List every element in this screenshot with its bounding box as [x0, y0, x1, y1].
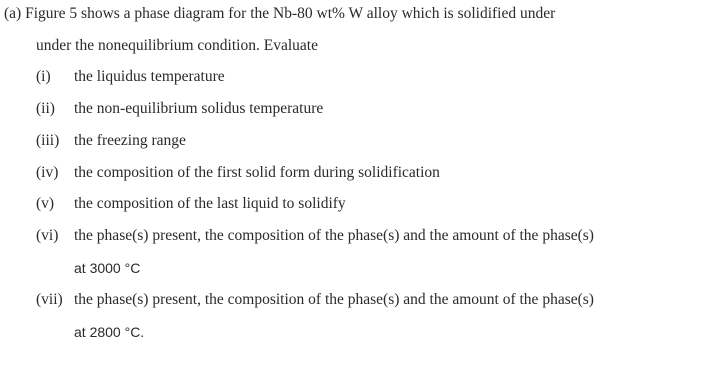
- item-number: (iv): [36, 164, 59, 181]
- item-text: the phase(s) present, the composition of the phase(s) and the amount of the phase(s): [74, 291, 594, 308]
- question-intro-line2: [36, 36, 318, 56]
- question-intro-line1: [4, 4, 555, 24]
- item-number: (iii): [36, 132, 60, 149]
- item-number: (v): [36, 195, 55, 212]
- item-number: (vii): [36, 291, 63, 308]
- item-text-continued: at 3000 °C: [74, 260, 141, 276]
- item-number: (ii): [36, 100, 55, 117]
- item-text: the phase(s) present, the composition of the phase(s) and the amount of the phase(s): [74, 227, 594, 244]
- item-continuation: [74, 322, 144, 342]
- item-text-continued: at 2800 °C.: [74, 324, 145, 340]
- item-continuation: [74, 258, 140, 278]
- question-label: (a): [4, 5, 22, 22]
- intro-text-2: under the nonequilibrium condition. Evaluate: [36, 37, 318, 54]
- item-text: the composition of the first solid form during solidification: [74, 164, 440, 181]
- intro-text-1: Figure 5 shows a phase diagram for the Nb-80 wt% W alloy which is solidified under: [25, 5, 556, 22]
- item-text: the composition of the last liquid to solidify: [74, 195, 346, 212]
- item-number: (i): [36, 68, 51, 85]
- item-number: (vi): [36, 227, 59, 244]
- item-text: the non-equilibrium solidus temperature: [74, 100, 324, 117]
- item-text: the liquidus temperature: [74, 68, 225, 85]
- item-text: the freezing range: [74, 132, 186, 149]
